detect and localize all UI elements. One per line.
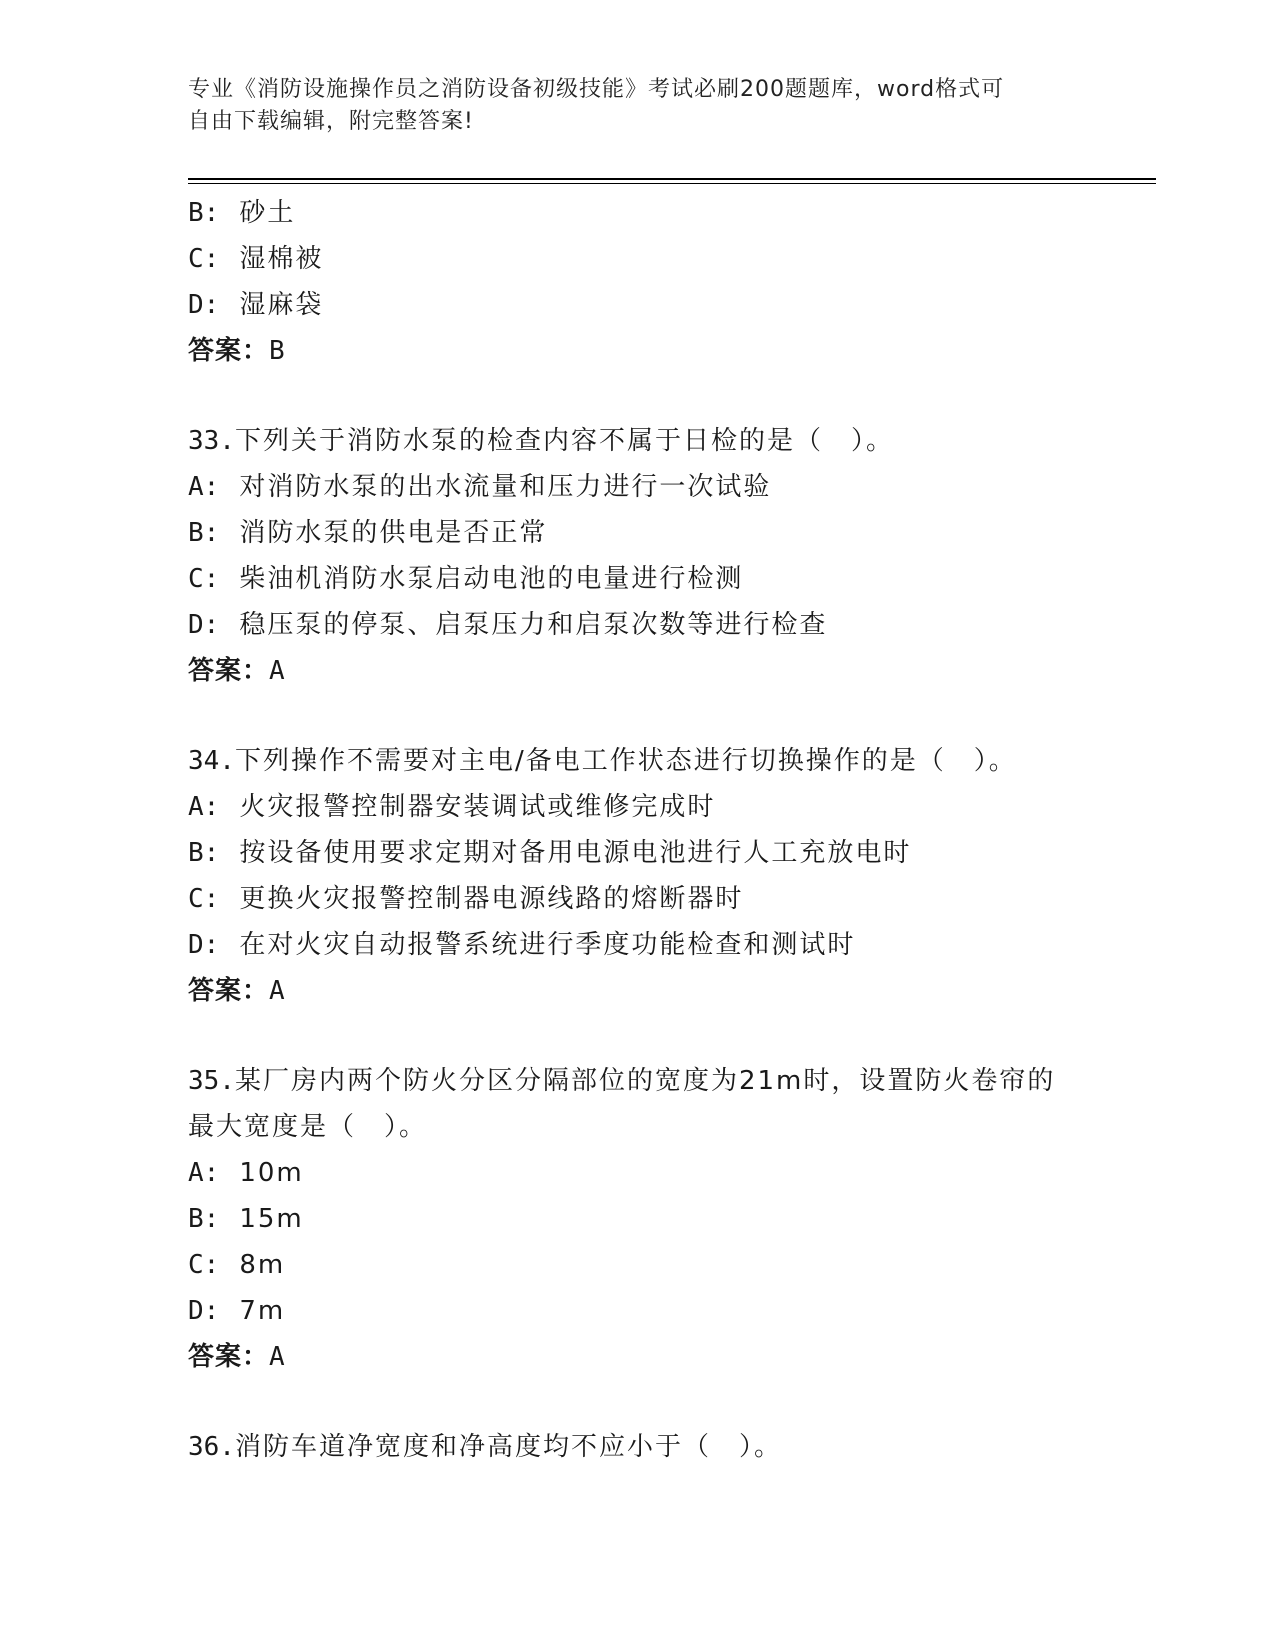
option-text: 7m bbox=[239, 1296, 286, 1326]
option-letter: D: bbox=[188, 930, 220, 960]
option-line bbox=[188, 922, 1088, 968]
option-letter: D: bbox=[188, 610, 220, 640]
header-rule-thick bbox=[188, 178, 1156, 180]
answer-value: A bbox=[269, 656, 286, 686]
option-letter: C: bbox=[188, 244, 220, 274]
document-header bbox=[188, 74, 1088, 138]
answer-label: 答案： bbox=[188, 1342, 270, 1372]
option-text: 柴油机消防水泵启动电池的电量进行检测 bbox=[239, 564, 744, 594]
question-stem-continued bbox=[188, 1104, 1088, 1150]
option-line bbox=[188, 1196, 1088, 1242]
option-line bbox=[188, 510, 1088, 556]
prev-question-block bbox=[188, 190, 1088, 374]
question-text: 下列操作不需要对主电/备电工作状态进行切换操作的是（ ）。 bbox=[234, 746, 1017, 776]
option-text: 火灾报警控制器安装调试或维修完成时 bbox=[239, 792, 716, 822]
question-block-33 bbox=[188, 418, 1088, 694]
question-stem bbox=[188, 1058, 1088, 1104]
question-block-34 bbox=[188, 738, 1088, 1014]
answer-line bbox=[188, 328, 1088, 374]
answer-value: A bbox=[269, 976, 286, 1006]
option-letter: D: bbox=[188, 1296, 220, 1326]
option-text: 8m bbox=[239, 1250, 286, 1280]
question-text: 某厂房内两个防火分区分隔部位的宽度为21m时，设置防火卷帘的 bbox=[234, 1066, 1056, 1096]
option-letter: A: bbox=[188, 1158, 220, 1188]
question-number: 34. bbox=[188, 746, 235, 776]
question-number: 33. bbox=[188, 426, 235, 456]
option-letter: C: bbox=[188, 884, 220, 914]
option-letter: A: bbox=[188, 792, 220, 822]
answer-label: 答案： bbox=[188, 336, 270, 366]
answer-line bbox=[188, 648, 1088, 694]
option-letter: B: bbox=[188, 838, 220, 868]
option-line bbox=[188, 190, 1088, 236]
question-text: 最大宽度是（ ）。 bbox=[188, 1112, 428, 1142]
option-letter: A: bbox=[188, 472, 220, 502]
question-block-36 bbox=[188, 1424, 1088, 1470]
option-letter: B: bbox=[188, 198, 220, 228]
answer-label: 答案： bbox=[188, 656, 270, 686]
question-number: 36. bbox=[188, 1432, 235, 1462]
option-line bbox=[188, 1150, 1088, 1196]
answer-line bbox=[188, 1334, 1088, 1380]
option-letter: D: bbox=[188, 290, 220, 320]
header-line-2: 自由下载编辑，附完整答案! bbox=[188, 109, 474, 134]
answer-line bbox=[188, 968, 1088, 1014]
option-line bbox=[188, 556, 1088, 602]
answer-value: A bbox=[269, 1342, 286, 1372]
option-text: 10m bbox=[239, 1158, 304, 1188]
option-text: 对消防水泵的出水流量和压力进行一次试验 bbox=[239, 472, 772, 502]
option-line bbox=[188, 282, 1088, 328]
option-text: 湿麻袋 bbox=[239, 290, 324, 320]
option-letter: C: bbox=[188, 1250, 220, 1280]
option-line bbox=[188, 784, 1088, 830]
answer-label: 答案： bbox=[188, 976, 270, 1006]
option-text: 15m bbox=[239, 1204, 304, 1234]
question-text: 下列关于消防水泵的检查内容不属于日检的是（ ）。 bbox=[234, 426, 894, 456]
question-stem bbox=[188, 1424, 1088, 1470]
option-line bbox=[188, 1242, 1088, 1288]
option-text: 更换火灾报警控制器电源线路的熔断器时 bbox=[239, 884, 744, 914]
option-text: 砂土 bbox=[239, 198, 296, 228]
option-text: 稳压泵的停泵、启泵压力和启泵次数等进行检查 bbox=[239, 610, 828, 640]
question-stem bbox=[188, 738, 1088, 784]
header-line-1: 专业《消防设施操作员之消防设备初级技能》考试必刷200题题库，word格式可 bbox=[188, 77, 1005, 102]
option-line bbox=[188, 464, 1088, 510]
question-stem bbox=[188, 418, 1088, 464]
option-line bbox=[188, 830, 1088, 876]
header-rule-thin bbox=[188, 183, 1156, 184]
option-letter: B: bbox=[188, 1204, 220, 1234]
answer-value: B bbox=[269, 336, 286, 366]
option-letter: B: bbox=[188, 518, 220, 548]
option-text: 按设备使用要求定期对备用电源电池进行人工充放电时 bbox=[239, 838, 912, 868]
option-line bbox=[188, 236, 1088, 282]
question-list bbox=[188, 190, 1088, 1470]
question-block-35 bbox=[188, 1058, 1088, 1380]
option-letter: C: bbox=[188, 564, 220, 594]
option-text: 消防水泵的供电是否正常 bbox=[239, 518, 548, 548]
option-line bbox=[188, 876, 1088, 922]
question-text: 消防车道净宽度和净高度均不应小于（ ）。 bbox=[234, 1432, 782, 1462]
option-line bbox=[188, 1288, 1088, 1334]
option-text: 湿棉被 bbox=[239, 244, 324, 274]
option-line bbox=[188, 602, 1088, 648]
option-text: 在对火灾自动报警系统进行季度功能检查和测试时 bbox=[239, 930, 856, 960]
question-number: 35. bbox=[188, 1066, 235, 1096]
